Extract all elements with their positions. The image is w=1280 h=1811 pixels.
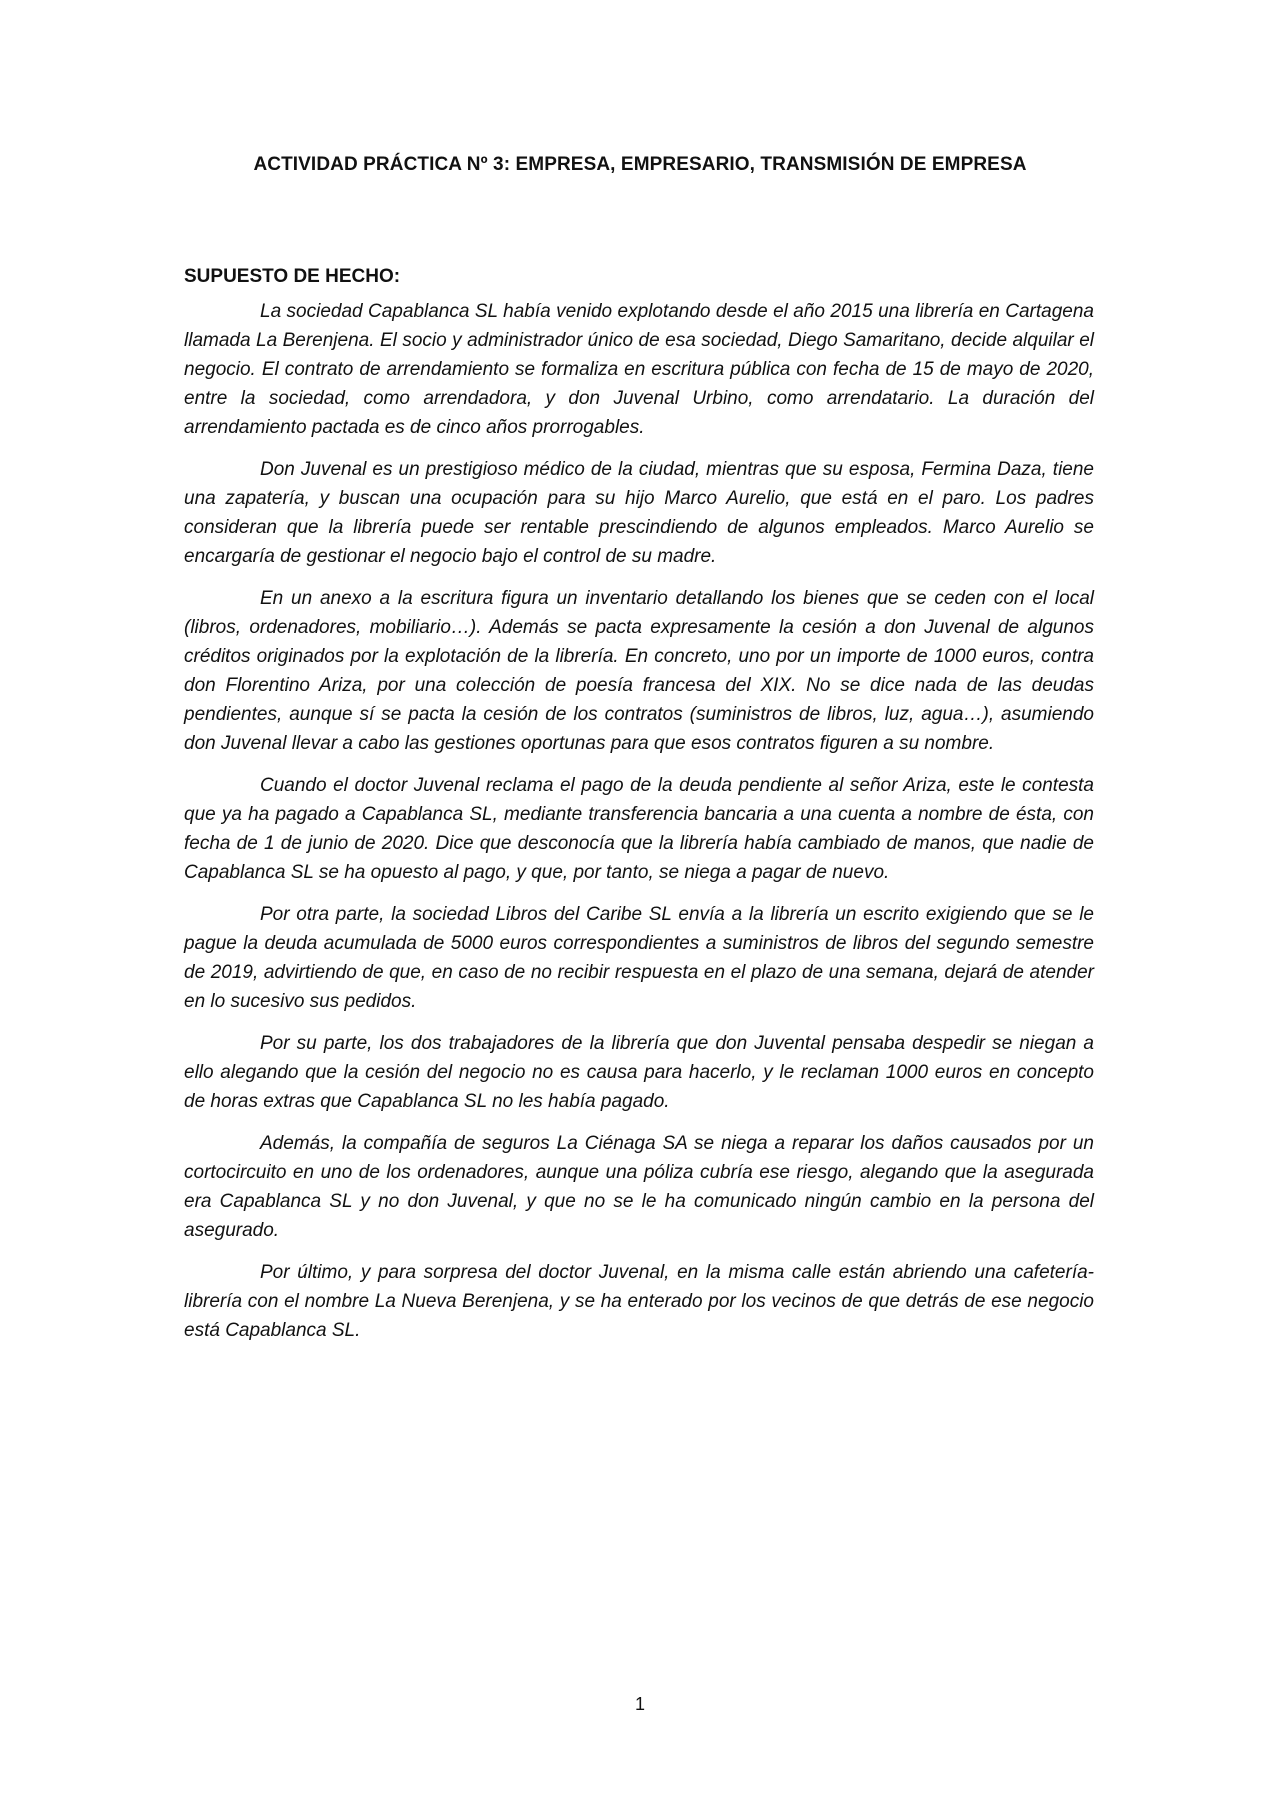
document-title: ACTIVIDAD PRÁCTICA Nº 3: EMPRESA, EMPRESARIO, TRANSMISIÓN DE EMPRESA — [253, 154, 1027, 175]
paragraph: Además, la compañía de seguros La Ciénaga SA se niega a reparar los daños causados por un cortocircuito en uno de los ordenadores, aunque una póliza cubría ese riesgo, alegando que la asegurada era Capablanca SL y no don Juvenal, y que no se le ha comunicado ningún cambio en la persona del asegurado. — [184, 1133, 1094, 1241]
document-body — [184, 262, 1094, 1358]
page-number: 1 — [634, 1694, 645, 1714]
paragraph: Don Juvenal es un prestigioso médico de la ciudad, mientras que su esposa, Fermina Daza, tiene una zapatería, y buscan una ocupación para su hijo Marco Aurelio, que está en el paro. Los padres consideran que la librería puede ser rentable prescindiendo de algunos empleados. Marco Aurelio se encargaría de gestionar el negocio bajo el control de su madre. — [184, 459, 1094, 567]
paragraph: Cuando el doctor Juvenal reclama el pago de la deuda pendiente al señor Ariza, este le contesta que ya ha pagado a Capablanca SL, mediante transferencia bancaria a una cuenta a nombre de ésta, con fecha de 1 de junio de 2020. Dice que desconocía que la librería había cambiado de manos, que nadie de Capablanca SL se ha opuesto al pago, y que, por tanto, se niega a pagar de nuevo. — [184, 775, 1094, 883]
paragraph: La sociedad Capablanca SL había venido explotando desde el año 2015 una librería en Cartagena llamada La Berenjena. El socio y administrador único de esa sociedad, Diego Samaritano, decide alquilar el negocio. El contrato de arrendamiento se formaliza en escritura pública con fecha de 15 de mayo de 2020, entre la sociedad, como arrendadora, y don Juvenal Urbino, como arrendatario. La duración del arrendamiento pactada es de cinco años prorrogables. — [184, 301, 1094, 438]
paragraph: Por último, y para sorpresa del doctor Juvenal, en la misma calle están abriendo una cafetería-librería con el nombre La Nueva Berenjena, y se ha enterado por los vecinos de que detrás de ese negocio está Capablanca SL. — [184, 1262, 1094, 1341]
paragraph: En un anexo a la escritura figura un inventario detallando los bienes que se ceden con el local (libros, ordenadores, mobiliario…). Además se pacta expresamente la cesión a don Juvenal de algunos créditos originados por la explotación de la librería. En concreto, uno por un importe de 1000 euros, contra don Florentino Ariza, por una colección de poesía francesa del XIX. No se dice nada de las deudas pendientes, aunque sí se pacta la cesión de los contratos (suministros de libros, luz, agua…), asumiendo don Juvenal llevar a cabo las gestiones oportunas para que esos contratos figuren a su nombre. — [184, 588, 1094, 754]
section-heading: SUPUESTO DE HECHO: — [184, 266, 401, 287]
paragraph: Por otra parte, la sociedad Libros del Caribe SL envía a la librería un escrito exigiendo que se le pague la deuda acumulada de 5000 euros correspondientes a suministros de libros del segundo semestre de 2019, advirtiendo de que, en caso de no recibir respuesta en el plazo de una semana, dejará de atender en lo sucesivo sus pedidos. — [184, 904, 1094, 1012]
paragraph: Por su parte, los dos trabajadores de la librería que don Juvental pensaba despedir se niegan a ello alegando que la cesión del negocio no es causa para hacerlo, y le reclaman 1000 euros en concepto de horas extras que Capablanca SL no les había pagado. — [184, 1033, 1094, 1112]
